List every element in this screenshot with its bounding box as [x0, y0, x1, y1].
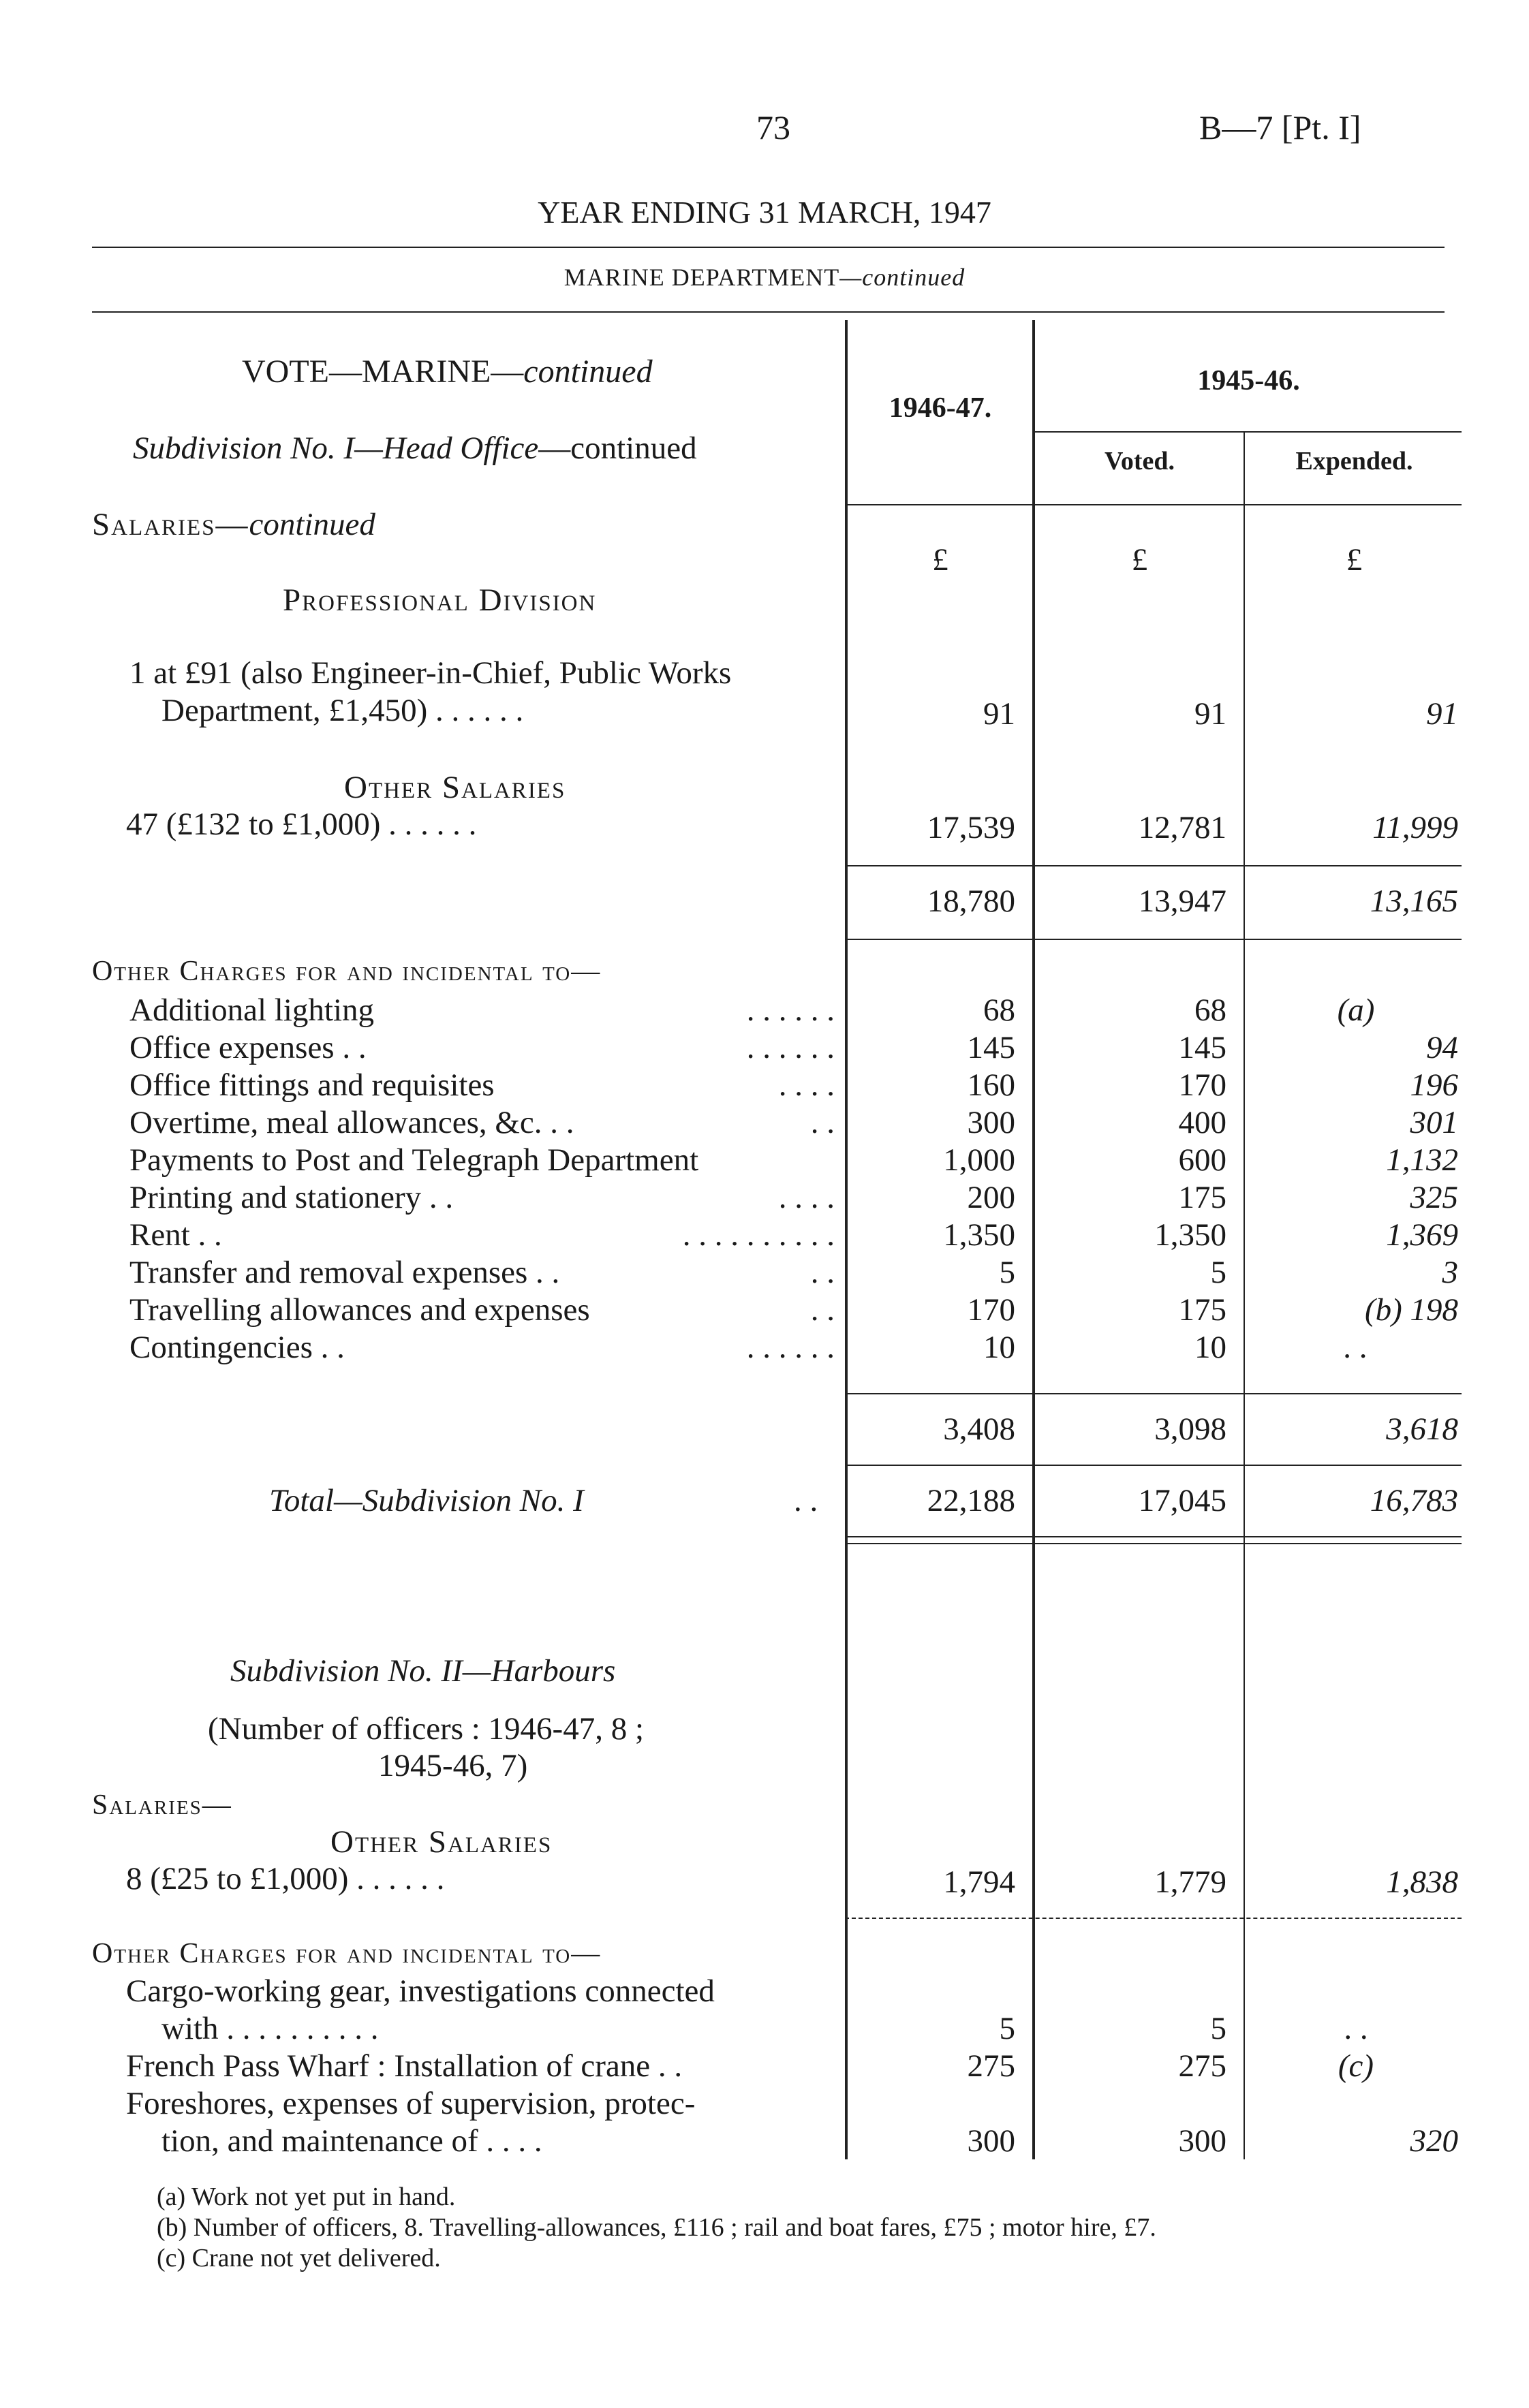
value-1946-47: 300	[967, 2123, 1015, 2159]
salaries-continued: continued	[249, 507, 375, 542]
page-title: YEAR ENDING 31 MARCH, 1947	[538, 195, 991, 230]
value-expended: 1,369	[1386, 1217, 1458, 1253]
row-label-line: with . . . . . . . . . .	[161, 2011, 379, 2046]
professional-division-heading: Professional Division	[283, 582, 597, 618]
leader-dots: . . . . . .	[746, 1030, 835, 1065]
value-expended: 301	[1410, 1105, 1458, 1140]
col-heading-expended: Expended.	[1295, 447, 1413, 475]
value-voted: 300	[1178, 2123, 1226, 2159]
department-name: MARINE DEPARTMENT	[563, 264, 840, 291]
row-label-line: Foreshores, expenses of supervision, protec-	[126, 2086, 696, 2121]
other-salaries-heading: Other Salaries	[344, 770, 566, 805]
total-voted: 17,045	[1138, 1483, 1226, 1518]
salaries-heading: Salaries—	[92, 1789, 232, 1821]
value-1946-47: 1,000	[943, 1142, 1015, 1178]
subtotal-voted: 13,947	[1138, 884, 1226, 919]
total-dots: . .	[794, 1483, 818, 1518]
group-header-rule	[1032, 431, 1462, 433]
subdivision-continued: —continued	[538, 431, 697, 466]
column-header-rule	[845, 504, 1462, 505]
value-expended: (a)	[1337, 992, 1375, 1028]
row-label-line: Department, £1,450) . . . . . .	[161, 693, 524, 728]
row-label: 47 (£132 to £1,000) . . . . . .	[126, 807, 477, 842]
subtotal-rule	[845, 939, 1462, 940]
vote-heading	[242, 353, 653, 391]
value-voted: 1,779	[1154, 1864, 1226, 1900]
table-left-rule	[845, 320, 848, 2159]
charge-label: Printing and stationery . .	[129, 1180, 454, 1215]
subtotal-1946-47: 3,408	[943, 1411, 1015, 1447]
value-expended: . .	[1344, 2011, 1368, 2046]
charge-label: Rent . .	[129, 1217, 222, 1253]
officers-note: 1945-46, 7)	[378, 1748, 528, 1783]
footnote-b: (b) Number of officers, 8. Travelling-allowances, £116 ; rail and boat fares, £75 ; motor hire, £7.	[157, 2213, 1156, 2242]
value-expended: (c)	[1338, 2048, 1374, 2084]
currency-symbol: £	[1131, 542, 1148, 578]
value-expended: . .	[1344, 1330, 1368, 1365]
value-voted: 170	[1178, 1067, 1226, 1103]
value-1946-47: 300	[967, 1105, 1015, 1140]
salaries-heading	[92, 505, 375, 544]
page-reference: B—7 [Pt. I]	[1199, 108, 1361, 146]
value-voted: 68	[1194, 992, 1226, 1028]
subtotal-rule	[845, 1393, 1462, 1394]
charge-label: Payments to Post and Telegraph Department	[129, 1142, 699, 1178]
other-charges-heading: Other Charges for and incidental to—	[92, 1938, 602, 1969]
value-1946-47: 5	[999, 2011, 1015, 2046]
officers-note: (Number of officers : 1946-47, 8 ;	[208, 1711, 645, 1747]
subdivision-ii-heading: Subdivision No. II—Harbours	[230, 1653, 616, 1689]
total-rule	[845, 1465, 1462, 1466]
value-voted: 275	[1178, 2048, 1226, 2084]
value-1946-47: 200	[967, 1180, 1015, 1215]
value-1946-47: 91	[983, 696, 1015, 732]
value-voted: 600	[1178, 1142, 1226, 1178]
col-heading-voted: Voted.	[1104, 447, 1175, 475]
subtotal-expended: 13,165	[1370, 884, 1458, 919]
total-rule	[845, 1536, 1462, 1537]
charge-label: Contingencies . .	[129, 1330, 345, 1365]
row-label-line: 1 at £91 (also Engineer-in-Chief, Public Works	[129, 655, 732, 691]
value-expended: 325	[1410, 1180, 1458, 1215]
leader-dots: . .	[810, 1255, 835, 1290]
value-expended: 91	[1426, 696, 1458, 732]
charge-label: Additional lighting	[129, 992, 375, 1028]
value-voted: 5	[1210, 1255, 1226, 1290]
total-label: Total—Subdivision No. I	[269, 1483, 584, 1518]
value-voted: 1,350	[1154, 1217, 1226, 1253]
charge-label: Office expenses . .	[129, 1030, 367, 1065]
salaries-title: Salaries—	[92, 507, 249, 542]
value-1946-47: 68	[983, 992, 1015, 1028]
value-expended: 94	[1426, 1030, 1458, 1065]
department-rule	[92, 311, 1445, 313]
footnote-c: (c) Crane not yet delivered.	[157, 2244, 441, 2272]
subdivision-heading	[133, 429, 697, 467]
total-double-rule	[845, 1543, 1462, 1544]
subtotal-rule	[845, 865, 1462, 866]
value-voted: 91	[1194, 696, 1226, 732]
currency-symbol: £	[932, 542, 948, 578]
other-charges-heading: Other Charges for and incidental to—	[92, 956, 602, 987]
other-salaries-heading: Other Salaries	[330, 1824, 553, 1860]
row-label-line: tion, and maintenance of . . . .	[161, 2123, 542, 2159]
value-1946-47: 1,350	[943, 1217, 1015, 1253]
value-voted: 145	[1178, 1030, 1226, 1065]
charge-label: Office fittings and requisites	[129, 1067, 495, 1103]
footnote-a: (a) Work not yet put in hand.	[157, 2183, 456, 2211]
value-voted: 10	[1194, 1330, 1226, 1365]
currency-symbol: £	[1346, 542, 1363, 578]
total-expended: 16,783	[1370, 1483, 1458, 1518]
value-1946-47: 170	[967, 1292, 1015, 1328]
col-heading-1945-46: 1945-46.	[1197, 365, 1300, 396]
leader-dots: . . . .	[778, 1067, 835, 1103]
row-label: 8 (£25 to £1,000) . . . . . .	[126, 1861, 445, 1896]
value-expended: 11,999	[1372, 810, 1458, 845]
value-1946-47: 160	[967, 1067, 1015, 1103]
charge-label: Transfer and removal expenses . .	[129, 1255, 560, 1290]
value-1946-47: 5	[999, 1255, 1015, 1290]
page-number: 73	[756, 108, 790, 146]
value-voted: 12,781	[1138, 810, 1226, 845]
row-label: French Pass Wharf : Installation of crane . .	[126, 2048, 683, 2084]
value-1946-47: 1,794	[943, 1864, 1015, 1900]
leader-dots: . . . . . . . . . .	[682, 1217, 835, 1253]
value-expended: (b) 198	[1364, 1292, 1458, 1328]
department-heading	[0, 263, 1529, 292]
value-expended: 320	[1410, 2123, 1458, 2159]
value-expended: 3	[1442, 1255, 1458, 1290]
department-continued: —continued	[839, 264, 966, 291]
leader-dots: . .	[810, 1292, 835, 1328]
value-voted: 175	[1178, 1180, 1226, 1215]
value-1946-47: 17,539	[927, 810, 1015, 845]
value-1946-47: 10	[983, 1330, 1015, 1365]
subtotal-1946-47: 18,780	[927, 884, 1015, 919]
subdivision-title: Subdivision No. I—Head Office	[133, 431, 539, 466]
leader-dots: . . . . . .	[746, 992, 835, 1028]
value-voted: 175	[1178, 1292, 1226, 1328]
col2-right-rule	[1244, 433, 1245, 2159]
value-expended: 1,132	[1386, 1142, 1458, 1178]
vote-title: VOTE—MARINE—	[242, 354, 524, 390]
value-voted: 400	[1178, 1105, 1226, 1140]
col-heading-1946-47: 1946-47.	[889, 392, 992, 424]
subtotal-voted: 3,098	[1154, 1411, 1226, 1447]
value-voted: 5	[1210, 2011, 1226, 2046]
value-1946-47: 145	[967, 1030, 1015, 1065]
title-rule	[92, 247, 1445, 248]
total-1946-47: 22,188	[927, 1483, 1015, 1518]
leader-dots: . .	[810, 1105, 835, 1140]
charge-label: Overtime, meal allowances, &c. . .	[129, 1105, 574, 1140]
value-expended: 196	[1410, 1067, 1458, 1103]
row-label-line: Cargo-working gear, investigations connected	[126, 1973, 715, 2009]
value-expended: 1,838	[1386, 1864, 1458, 1900]
col1-right-rule	[1032, 320, 1035, 2159]
leader-dots: . . . .	[778, 1180, 835, 1215]
leader-dots: . . . . . .	[746, 1330, 835, 1365]
vote-continued: continued	[523, 354, 653, 390]
charge-label: Travelling allowances and expenses	[129, 1292, 590, 1328]
subtotal-expended: 3,618	[1386, 1411, 1458, 1447]
value-1946-47: 275	[967, 2048, 1015, 2084]
subtotal-rule	[845, 1918, 1462, 1919]
